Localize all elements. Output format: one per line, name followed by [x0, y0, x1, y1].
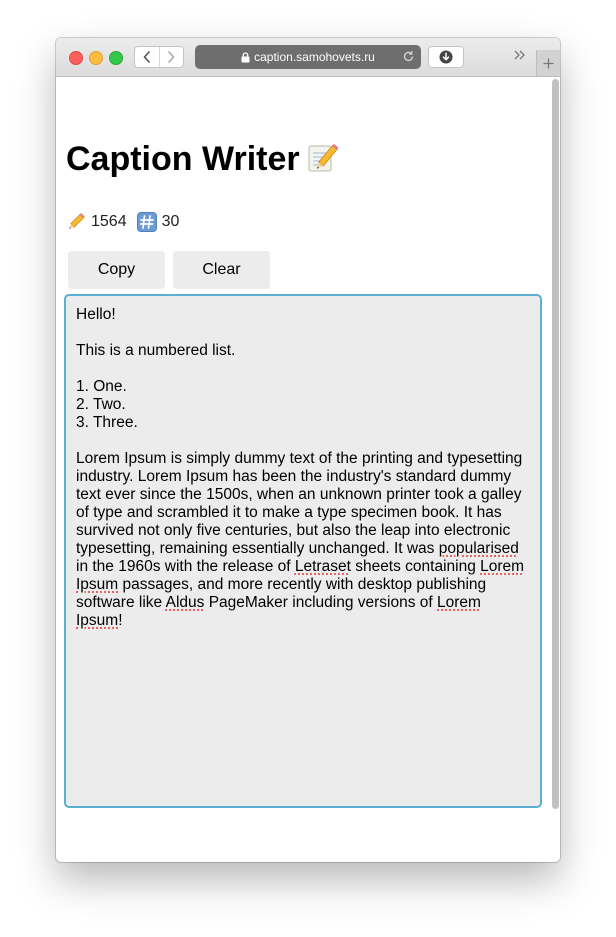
minimize-window-button[interactable] — [89, 51, 103, 65]
character-count — [66, 212, 127, 232]
hashtag-icon — [137, 212, 157, 232]
editor-line: This is a numbered list. — [76, 342, 236, 359]
chevron-right-icon — [167, 51, 175, 63]
lock-icon — [241, 52, 250, 63]
misspelled-word: Aldus — [165, 594, 205, 611]
editor-blank-line — [76, 432, 530, 450]
clear-button[interactable]: Clear — [173, 251, 270, 289]
vertical-scrollbar[interactable] — [550, 77, 560, 862]
caption-textarea[interactable] — [64, 294, 542, 808]
paragraph-text: ! — [118, 612, 123, 629]
reload-icon[interactable] — [402, 50, 415, 63]
paragraph-text: Lorem Ipsum is simply dummy text of the printing and typesetting industry. Lorem Ipsum has been the industry's standard dummy text ever since the 1500s, when an unknown printer took a galley of type and scrambled it to make a type specimen book. It has survived not only five centuries, but also the leap into electronic typesetting, remaining essentially unchanged. It was — [76, 450, 523, 557]
hashtag-count — [137, 212, 180, 232]
misspelled-word: Lorem Ipsum — [76, 558, 525, 593]
editor-line: 3. Three. — [76, 414, 138, 431]
scrollbar-thumb[interactable] — [552, 79, 559, 809]
new-tab-button[interactable] — [536, 50, 560, 76]
navigation-buttons — [134, 46, 184, 68]
chevron-left-icon — [143, 51, 151, 63]
page-content — [56, 77, 550, 862]
paragraph-text: in the 1960s with the release of — [76, 558, 295, 575]
page-title: Caption Writer — [66, 139, 338, 183]
editor-line: 2. Two. — [76, 396, 126, 413]
editor-paragraph — [76, 450, 530, 630]
back-button[interactable] — [135, 47, 159, 67]
paragraph-text: sheets containing — [350, 558, 481, 575]
paragraph-text: PageMaker including versions of — [204, 594, 438, 611]
paragraph-text: passages, and more recently with desktop publishing software like — [76, 576, 487, 611]
editor-blank-line — [76, 324, 530, 342]
url-text: caption.samohovets.ru — [254, 50, 375, 64]
misspelled-word: Lorem Ipsum — [76, 594, 481, 629]
browser-toolbar — [56, 38, 560, 77]
pencil-icon — [66, 212, 86, 232]
toolbar-overflow-button[interactable] — [514, 47, 526, 63]
editor-blank-line — [76, 360, 530, 378]
memo-icon — [306, 142, 338, 183]
maximize-window-button[interactable] — [109, 51, 123, 65]
downloads-button[interactable] — [428, 46, 464, 68]
close-window-button[interactable] — [69, 51, 83, 65]
address-bar[interactable] — [195, 45, 421, 69]
misspelled-word: popularised — [438, 540, 519, 557]
copy-button[interactable]: Copy — [68, 251, 165, 289]
plus-icon — [543, 58, 554, 69]
editor-line: 1. One. — [76, 378, 127, 395]
misspelled-word: Letraset — [294, 558, 351, 575]
download-icon — [439, 50, 453, 64]
hashtag-count-value: 30 — [161, 213, 180, 230]
character-count-value: 1564 — [91, 213, 127, 230]
browser-window — [56, 38, 560, 862]
caption-stats — [66, 212, 189, 232]
double-chevron-icon — [514, 50, 526, 60]
forward-button[interactable] — [159, 47, 184, 67]
editor-line: Hello! — [76, 306, 116, 323]
